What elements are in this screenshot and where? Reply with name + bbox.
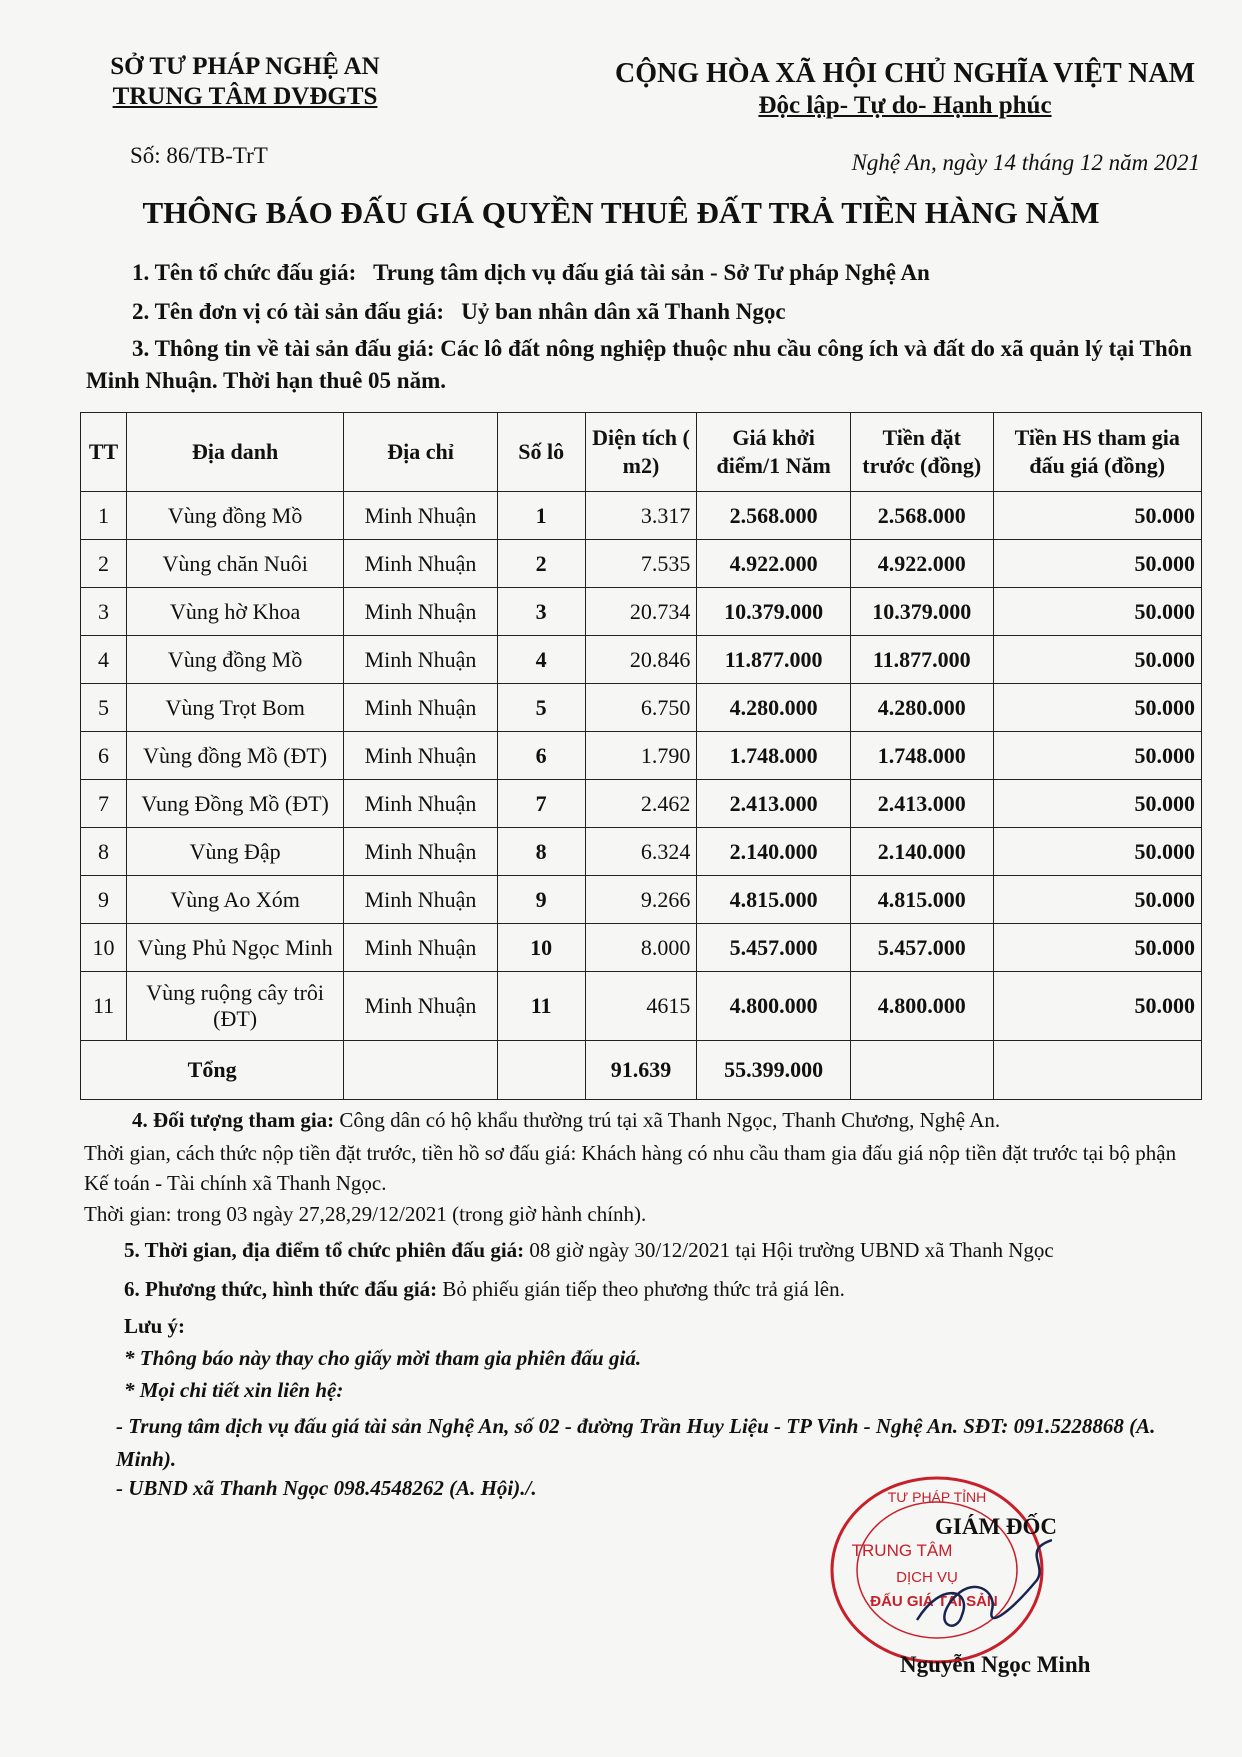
section-5	[124, 1238, 1054, 1263]
table-cell: 7.535	[585, 540, 697, 588]
nation-line-1: CỘNG HÒA XÃ HỘI CHỦ NGHĨA VIỆT NAM	[614, 58, 1196, 89]
table-cell: 4.815.000	[850, 876, 993, 924]
table-cell: 5	[81, 684, 127, 732]
section-4	[132, 1108, 1000, 1133]
table-cell: 6.750	[585, 684, 697, 732]
org-line-1: SỞ TƯ PHÁP NGHỆ AN	[110, 53, 380, 80]
table-cell: 4.800.000	[850, 972, 993, 1041]
table-cell: 3.317	[585, 492, 697, 540]
table-cell: Minh Nhuận	[344, 732, 498, 780]
table-cell: 4.280.000	[850, 684, 993, 732]
table-row	[81, 972, 1202, 1041]
table-cell: Vùng Phủ Ngọc Minh	[127, 924, 344, 972]
table-cell: Minh Nhuận	[344, 876, 498, 924]
table-cell: Vùng Trọt Bom	[127, 684, 344, 732]
table-cell: 6.324	[585, 828, 697, 876]
section-4-value: Công dân có hộ khẩu thường trú tại xã Thanh Ngọc, Thanh Chương, Nghệ An.	[339, 1108, 1001, 1132]
table-cell: 2.140.000	[850, 828, 993, 876]
table-row	[81, 876, 1202, 924]
table-cell: 50.000	[993, 588, 1201, 636]
item-1-label: 1. Tên tổ chức đấu giá:	[132, 260, 357, 285]
header-cell: TT	[81, 413, 127, 492]
table-cell: Minh Nhuận	[344, 684, 498, 732]
table-cell: 7	[81, 780, 127, 828]
table-cell: Vùng đồng Mồ (ĐT)	[127, 732, 344, 780]
table-cell: 9	[81, 876, 127, 924]
table-cell: 8	[497, 828, 585, 876]
table-cell: Vùng ruộng cây trôi (ĐT)	[127, 972, 344, 1041]
table-cell	[497, 1041, 585, 1100]
table-cell: Vùng đồng Mồ	[127, 636, 344, 684]
table-row	[81, 780, 1202, 828]
document-number: Số: 86/TB-TrT	[130, 143, 268, 168]
table-cell: 1	[81, 492, 127, 540]
table-cell: Vùng đồng Mồ	[127, 492, 344, 540]
table-cell: 8.000	[585, 924, 697, 972]
table-cell: 50.000	[993, 732, 1201, 780]
table-cell: 50.000	[993, 540, 1201, 588]
table-cell: Minh Nhuận	[344, 972, 498, 1041]
note-4: - UBND xã Thanh Ngọc 098.4548262 (A. Hội)./.	[116, 1476, 537, 1500]
table-cell: 4.815.000	[697, 876, 851, 924]
table-cell: 20.846	[585, 636, 697, 684]
table-cell: 6	[497, 732, 585, 780]
table-row	[81, 636, 1202, 684]
land-lots-table	[80, 412, 1202, 1100]
deposit-info: Thời gian, cách thức nộp tiền đặt trước, tiền hồ sơ đấu giá: Khách hàng có nhu cầu tham gia đấu giá nộp tiền đặt trước tại bộ phận Kế toán - Tài chính xã Thanh Ngọc.	[84, 1141, 1177, 1195]
table-cell: 2	[497, 540, 585, 588]
stamp-top-text: TƯ PHÁP TỈNH	[887, 1489, 987, 1505]
section-6-label: 6. Phương thức, hình thức đấu giá:	[124, 1277, 438, 1301]
issuing-organization	[70, 52, 420, 112]
table-cell: 7	[497, 780, 585, 828]
section-6	[124, 1277, 845, 1302]
table-cell: 4	[497, 636, 585, 684]
nation-line-2: Độc lập- Tự do- Hạnh phúc	[758, 92, 1052, 119]
deposit-time: Thời gian: trong 03 ngày 27,28,29/12/2021 (trong giờ hành chính).	[84, 1202, 647, 1226]
table-cell: 2.462	[585, 780, 697, 828]
table-cell	[850, 1041, 993, 1100]
table-cell	[993, 1041, 1201, 1100]
item-2-value: Uỷ ban nhân dân xã Thanh Ngọc	[461, 299, 786, 324]
header-cell: Tiền HS tham gia đấu giá (đồng)	[993, 413, 1201, 492]
table-cell: 50.000	[993, 684, 1201, 732]
header-cell: Số lô	[497, 413, 585, 492]
table-cell: 4.922.000	[697, 540, 851, 588]
section-5-label: 5. Thời gian, địa điểm tổ chức phiên đấu giá:	[124, 1238, 525, 1262]
table-cell: Minh Nhuận	[344, 540, 498, 588]
table-cell: 2	[81, 540, 127, 588]
table-cell: 3	[497, 588, 585, 636]
table-cell: 1	[497, 492, 585, 540]
table-cell: 5.457.000	[850, 924, 993, 972]
signer-title: GIÁM ĐỐC	[935, 1514, 1058, 1539]
table-cell: Minh Nhuận	[344, 780, 498, 828]
table-cell: 50.000	[993, 876, 1201, 924]
table-cell: 5	[497, 684, 585, 732]
table-cell: Vùng Đập	[127, 828, 344, 876]
stamp-line-3: ĐẤU GIÁ TÀI SẢN	[870, 1593, 998, 1610]
table-cell: 3	[81, 588, 127, 636]
table-cell: 10.379.000	[697, 588, 851, 636]
section-5-value: 08 giờ ngày 30/12/2021 tại Hội trường UBND xã Thanh Ngọc	[529, 1238, 1054, 1262]
signer-name: Nguyễn Ngọc Minh	[900, 1652, 1091, 1677]
table-cell: 50.000	[993, 924, 1201, 972]
table-cell: 11.877.000	[697, 636, 851, 684]
org-line-2: TRUNG TÂM DVĐGTS	[112, 83, 378, 110]
table-cell: Minh Nhuận	[344, 828, 498, 876]
table-cell: Vùng Ao Xóm	[127, 876, 344, 924]
table-cell: 6	[81, 732, 127, 780]
table-cell: Vùng chăn Nuôi	[127, 540, 344, 588]
table-cell: 10.379.000	[850, 588, 993, 636]
table-cell: 1.748.000	[850, 732, 993, 780]
table-cell: 50.000	[993, 636, 1201, 684]
note-2: * Mọi chi tiết xin liên hệ:	[124, 1378, 344, 1402]
table-cell: Minh Nhuận	[344, 636, 498, 684]
table-cell: 55.399.000	[697, 1041, 851, 1100]
table-cell: 4.922.000	[850, 540, 993, 588]
table-row	[81, 540, 1202, 588]
table-cell: 50.000	[993, 828, 1201, 876]
table-cell: 2.413.000	[850, 780, 993, 828]
table-row	[81, 492, 1202, 540]
header-cell: Địa chỉ	[344, 413, 498, 492]
table-cell: 9.266	[585, 876, 697, 924]
table-cell: 11	[497, 972, 585, 1041]
header-cell: Giá khởi điểm/1 Năm	[697, 413, 851, 492]
table-header-row	[81, 413, 1202, 492]
notes-label: Lưu ý:	[124, 1314, 186, 1338]
table-cell: 4615	[585, 972, 697, 1041]
table-cell: 11.877.000	[850, 636, 993, 684]
table-cell: 4.280.000	[697, 684, 851, 732]
table-cell: 2.140.000	[697, 828, 851, 876]
table-cell: Tổng	[81, 1041, 344, 1100]
table-cell: Minh Nhuận	[344, 588, 498, 636]
document-date: Nghệ An, ngày 14 tháng 12 năm 2021	[851, 150, 1200, 175]
table-row	[81, 828, 1202, 876]
official-stamp	[822, 1470, 1052, 1670]
table-cell: 10	[81, 924, 127, 972]
item-2	[132, 296, 786, 328]
table-cell: 11	[81, 972, 127, 1041]
item-2-label: 2. Tên đơn vị có tài sản đấu giá:	[132, 299, 445, 324]
table-cell: 50.000	[993, 492, 1201, 540]
table-row	[81, 732, 1202, 780]
table-row	[81, 924, 1202, 972]
section-6-value: Bỏ phiếu gián tiếp theo phương thức trả giá lên.	[442, 1277, 845, 1301]
document-title: THÔNG BÁO ĐẤU GIÁ QUYỀN THUÊ ĐẤT TRẢ TIỀN HÀNG NĂM	[142, 195, 1100, 230]
note-1: * Thông báo này thay cho giấy mời tham gia phiên đấu giá.	[124, 1346, 642, 1370]
table-cell: 1.748.000	[697, 732, 851, 780]
item-1-value: Trung tâm dịch vụ đấu giá tài sản - Sở Tư pháp Nghệ An	[373, 260, 930, 285]
table-total-row	[81, 1041, 1202, 1100]
table-cell: 2.568.000	[850, 492, 993, 540]
table-cell: 50.000	[993, 780, 1201, 828]
table-cell: Vùng hờ Khoa	[127, 588, 344, 636]
table-cell: 91.639	[585, 1041, 697, 1100]
table-cell: 2.413.000	[697, 780, 851, 828]
header-cell: Diện tích ( m2)	[585, 413, 697, 492]
table-row	[81, 588, 1202, 636]
stamp-line-1: TRUNG TÂM	[851, 1541, 953, 1560]
table-cell: 8	[81, 828, 127, 876]
item-1	[132, 257, 930, 289]
header-cell: Tiền đặt trước (đồng)	[850, 413, 993, 492]
table-cell: 5.457.000	[697, 924, 851, 972]
stamp-line-2: DỊCH VỤ	[896, 1569, 958, 1586]
table-cell: 20.734	[585, 588, 697, 636]
table-cell: Minh Nhuận	[344, 924, 498, 972]
table-cell: 50.000	[993, 972, 1201, 1041]
table-cell	[344, 1041, 498, 1100]
table-cell: 4.800.000	[697, 972, 851, 1041]
table-cell: 2.568.000	[697, 492, 851, 540]
national-heading	[600, 58, 1210, 122]
item-3: 3. Thông tin về tài sản đấu giá: Các lô đất nông nghiệp thuộc nhu cầu công ích và đất do xã quản lý tại Thôn Minh Nhuận. Thời hạn thuê 05 năm.	[86, 336, 1192, 393]
table-cell: Vung Đồng Mồ (ĐT)	[127, 780, 344, 828]
table-cell: 1.790	[585, 732, 697, 780]
section-4-label: 4. Đối tượng tham gia:	[132, 1108, 335, 1132]
table-row	[81, 684, 1202, 732]
table-cell: Minh Nhuận	[344, 492, 498, 540]
table-cell: 9	[497, 876, 585, 924]
table-cell: 10	[497, 924, 585, 972]
table-cell: 4	[81, 636, 127, 684]
header-cell: Địa danh	[127, 413, 344, 492]
note-3: - Trung tâm dịch vụ đấu giá tài sản Nghệ An, số 02 - đường Trần Huy Liệu - TP Vinh - Nghệ An. SĐT: 091.5228868 (A. Minh).	[116, 1414, 1156, 1471]
